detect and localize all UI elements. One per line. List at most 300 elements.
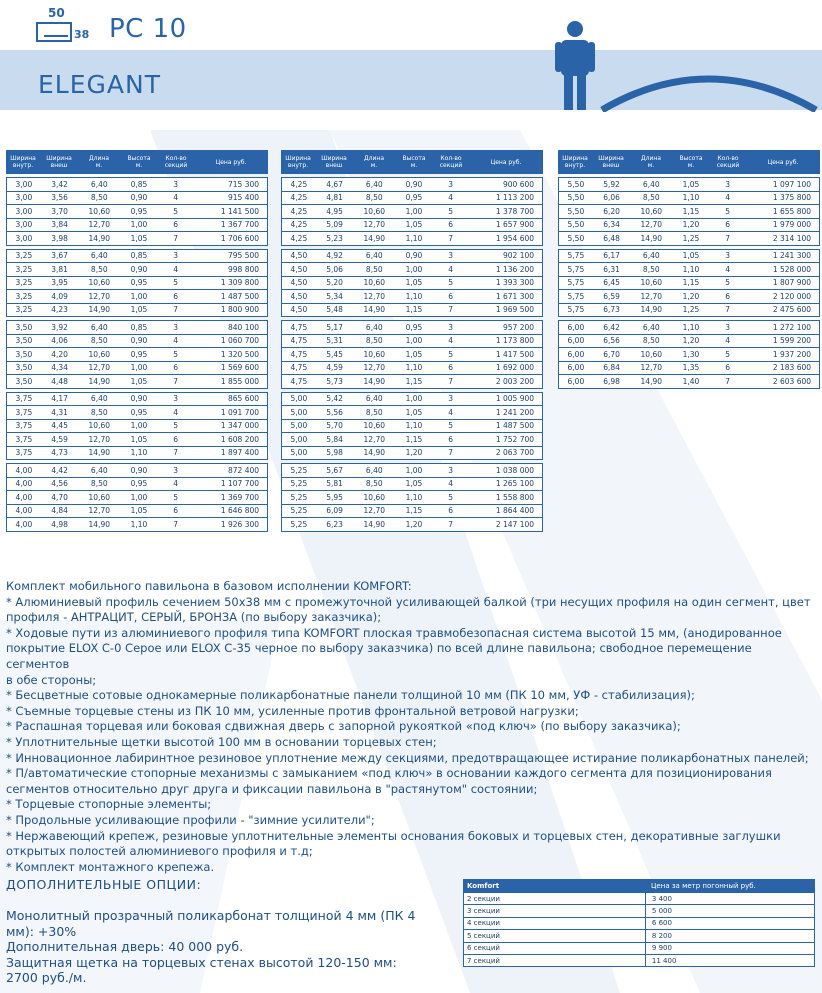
table-cell: 3,92 [51, 322, 68, 332]
table-cell: 5,00 [290, 407, 308, 417]
table-cell: 900 600 [503, 179, 535, 189]
table-cell: 14,90 [363, 305, 386, 315]
table-cell: 5,34 [326, 291, 343, 301]
table-cell: 0,85 [130, 179, 148, 189]
table-cell: 0,95 [130, 407, 148, 417]
table-cell: 1,05 [130, 305, 148, 315]
description-line: открытых полостей алюминиевого профиля и т.д; [6, 844, 313, 859]
table-cell: 5,67 [326, 465, 343, 475]
table-cell: 10,60 [363, 349, 386, 359]
table-cell: 1 855 000 [220, 376, 260, 386]
table-cell: 12,70 [88, 506, 111, 516]
table-cell: 4 [173, 336, 179, 346]
table-cell: 4 [725, 336, 731, 346]
table-cell: 1 487 500 [495, 421, 535, 431]
table-cell: 14,90 [88, 233, 111, 243]
table-cell: 4,75 [290, 376, 308, 386]
table-cell: 0,95 [130, 206, 148, 216]
komfort-row [463, 905, 815, 917]
table-cell: 1,15 [682, 278, 700, 288]
table-cell: 8,50 [642, 336, 660, 346]
table-cell: 3,25 [15, 278, 33, 288]
table-cell: 5,45 [326, 349, 343, 359]
komfort-sections-cell: 7 секций [464, 955, 646, 966]
komfort-row [463, 930, 815, 942]
table-cell: 1 569 600 [220, 363, 260, 373]
table-cell: 10,60 [88, 421, 111, 431]
table-cell: 8,50 [365, 479, 383, 489]
table-cell: 0,90 [130, 264, 148, 274]
table-cell: 1,05 [130, 376, 148, 386]
table-cell: 6,84 [603, 363, 620, 373]
table-cell: 4,75 [290, 349, 308, 359]
table-cell: 5,75 [567, 305, 585, 315]
table-cell: 8,50 [90, 193, 108, 203]
table-row [559, 290, 819, 304]
table-row [7, 348, 267, 362]
table-cell: 6,56 [603, 336, 620, 346]
table-cell: 14,90 [363, 233, 386, 243]
description-block [6, 579, 818, 875]
table-cell: 6,70 [603, 349, 620, 359]
row-group [6, 392, 268, 461]
table-cell: 5 [173, 421, 179, 431]
table-cell: 14,90 [640, 376, 663, 386]
table-cell: 4,06 [51, 336, 68, 346]
table-cell: 3,50 [15, 376, 33, 386]
table-cell: 5,48 [326, 305, 343, 315]
table-cell: 1 097 100 [772, 179, 812, 189]
table-cell: 1,05 [405, 220, 423, 230]
table-cell: 5,98 [326, 448, 343, 458]
table-cell: 5,70 [326, 421, 343, 431]
table-cell: 4,17 [51, 394, 68, 404]
column-header: Цена руб. [490, 158, 522, 166]
row-group [281, 320, 543, 389]
table-cell: 1 671 300 [495, 291, 535, 301]
table-cell: 6,40 [642, 322, 660, 332]
table-cell: 1 897 400 [220, 448, 260, 458]
table-cell: 1 807 900 [772, 278, 812, 288]
table-cell: 4,34 [51, 363, 68, 373]
table-cell: 5,75 [567, 291, 585, 301]
table-row [559, 348, 819, 362]
table-cell: 4 [725, 193, 731, 203]
table-cell: 10,60 [88, 206, 111, 216]
table-cell: 0,95 [130, 349, 148, 359]
table-cell: 2 603 600 [772, 376, 812, 386]
row-group [281, 249, 543, 318]
description-line: * Ходовые пути из алюминиевого профиля типа KOMFORT плоская травмобезопасная система высотой 15 мм, (анодированное [6, 625, 782, 640]
table-cell: 3 [448, 251, 454, 261]
person-icon [555, 20, 595, 112]
table-row [7, 178, 267, 192]
model-title: PC 10 [109, 14, 187, 44]
table-cell: 1 954 600 [495, 233, 535, 243]
table-cell: 10,60 [640, 278, 663, 288]
table-cell: 1,05 [405, 349, 423, 359]
column-header: Кол-во секций [716, 155, 740, 169]
table-cell: 6,40 [365, 465, 383, 475]
table-cell: 1 417 500 [495, 349, 535, 359]
column-header: Ширина внутр. [562, 155, 588, 169]
table-cell: 5 [173, 492, 179, 502]
table-cell: 3,50 [15, 349, 33, 359]
table-cell: 5,00 [290, 448, 308, 458]
table-cell: 4,50 [290, 251, 308, 261]
table-cell: 6 [725, 363, 731, 373]
table-cell: 10,60 [640, 349, 663, 359]
table-cell: 1,00 [405, 336, 423, 346]
table-cell: 5,56 [326, 407, 343, 417]
table-cell: 4,75 [290, 363, 308, 373]
table-cell: 1,15 [405, 506, 423, 516]
table-cell: 1,10 [682, 193, 700, 203]
table-row [282, 433, 542, 447]
table-cell: 1 969 500 [495, 305, 535, 315]
komfort-row [463, 955, 815, 967]
table-cell: 4,75 [290, 322, 308, 332]
komfort-price-cell: 8 200 [651, 931, 672, 940]
table-cell: 5 [448, 206, 454, 216]
table-cell: 6,00 [567, 322, 585, 332]
table-cell: 1 136 200 [495, 264, 535, 274]
table-cell: 1 369 700 [220, 492, 260, 502]
table-cell: 4,00 [15, 506, 33, 516]
table-cell: 3,25 [15, 264, 33, 274]
table-cell: 3 [173, 322, 179, 332]
table-row [559, 277, 819, 291]
table-cell: 6 [173, 291, 179, 301]
table-cell: 6,00 [567, 376, 585, 386]
table-cell: 1 608 200 [220, 434, 260, 444]
table-cell: 1,00 [405, 394, 423, 404]
table-cell: 2 475 600 [772, 305, 812, 315]
table-cell: 10,60 [363, 421, 386, 431]
table-cell: 3,95 [51, 278, 68, 288]
profile-width-label: 50 [48, 6, 65, 20]
table-cell: 2 003 200 [495, 376, 535, 386]
table-cell: 6,20 [603, 206, 620, 216]
table-cell: 12,70 [363, 363, 386, 373]
table-cell: 4 [173, 479, 179, 489]
table-cell: 3 [448, 394, 454, 404]
table-row [7, 478, 267, 492]
table-cell: 10,60 [363, 492, 386, 502]
table-cell: 1,00 [130, 220, 148, 230]
table-cell: 1,10 [682, 264, 700, 274]
table-cell: 14,90 [88, 448, 111, 458]
table-row [282, 478, 542, 492]
table-cell: 3,70 [51, 206, 68, 216]
table-cell: 1,10 [130, 519, 148, 529]
table-cell: 6,40 [365, 394, 383, 404]
table-cell: 5,06 [326, 264, 343, 274]
table-cell: 5 [448, 492, 454, 502]
table-cell: 4,95 [326, 206, 343, 216]
table-cell: 6,40 [90, 251, 108, 261]
table-cell: 12,70 [640, 291, 663, 301]
table-row [7, 447, 267, 460]
table-cell: 7 [448, 376, 454, 386]
column-header: Кол-во секций [439, 155, 463, 169]
series-title: ELEGANT [38, 70, 161, 99]
column-header: Длина м. [88, 155, 110, 169]
table-cell: 1 655 800 [772, 206, 812, 216]
table-cell: 1 706 600 [220, 233, 260, 243]
table-cell: 902 100 [503, 251, 535, 261]
table-cell: 1,05 [405, 278, 423, 288]
table-cell: 5,25 [290, 519, 308, 529]
table-cell: 7 [173, 448, 179, 458]
table-cell: 3,00 [15, 233, 33, 243]
table-row [7, 205, 267, 219]
table-row [7, 290, 267, 304]
table-cell: 3,25 [15, 291, 33, 301]
table-cell: 4,98 [51, 519, 68, 529]
table-cell: 998 800 [228, 264, 260, 274]
table-cell: 3,75 [15, 421, 33, 431]
column-header: Цена руб. [215, 158, 247, 166]
table-cell: 6,40 [90, 394, 108, 404]
table-row [7, 393, 267, 407]
column-header: Длина м. [640, 155, 662, 169]
table-row [559, 219, 819, 233]
table-cell: 12,70 [88, 363, 111, 373]
table-cell: 1,00 [130, 421, 148, 431]
table-cell: 1,05 [130, 233, 148, 243]
table-cell: 5,75 [567, 251, 585, 261]
table-cell: 1 113 200 [495, 193, 535, 203]
option-item: Дополнительная дверь: 40 000 руб. [6, 939, 244, 954]
profile-height-label: 38 [74, 28, 90, 41]
table-cell: 6,40 [90, 322, 108, 332]
table-cell: 6 [725, 291, 731, 301]
description-line: * Инновационное лабиринтное резиновое уплотнение между секциями, предотвращающее истирание поликарбонатных панелей; [6, 750, 809, 765]
table-cell: 957 200 [503, 322, 535, 332]
table-row [282, 518, 542, 531]
table-cell: 5,25 [290, 506, 308, 516]
table-cell: 5 [173, 278, 179, 288]
table-cell: 5,31 [326, 336, 343, 346]
table-cell: 4,25 [290, 193, 308, 203]
column-header: Высота м. [127, 155, 151, 169]
description-line: сегментов относительно друг друга и фиксации павильона в "растянутом" состоянии; [6, 781, 538, 796]
table-row [282, 491, 542, 505]
table-row [282, 232, 542, 245]
komfort-row [463, 893, 815, 905]
table-cell: 10,60 [363, 206, 386, 216]
table-cell: 14,90 [88, 519, 111, 529]
table-cell: 5,25 [290, 465, 308, 475]
table-cell: 1 937 200 [772, 349, 812, 359]
table-cell: 1,10 [405, 233, 423, 243]
table-cell: 3,00 [15, 206, 33, 216]
table-cell: 5,81 [326, 479, 343, 489]
table-cell: 4,50 [290, 264, 308, 274]
table-cell: 6,73 [603, 305, 620, 315]
table-cell: 4,00 [15, 519, 33, 529]
table-cell: 10,60 [640, 206, 663, 216]
table-cell: 6 [448, 434, 454, 444]
row-group [6, 463, 268, 532]
row-group [558, 320, 820, 389]
table-cell: 4,50 [290, 305, 308, 315]
table-cell: 1 378 700 [495, 206, 535, 216]
table-cell: 0,95 [130, 479, 148, 489]
table-cell: 1,10 [130, 448, 148, 458]
table-cell: 7 [448, 305, 454, 315]
table-cell: 0,90 [405, 179, 423, 189]
table-row [282, 205, 542, 219]
table-cell: 5,84 [326, 434, 343, 444]
table-cell: 1 487 500 [220, 291, 260, 301]
table-cell: 12,70 [88, 291, 111, 301]
page-header [0, 0, 822, 130]
options-title: ДОПОЛНИТЕЛЬНЫЕ ОПЦИИ: [6, 877, 202, 892]
table-cell: 4,73 [51, 448, 68, 458]
table-row [559, 335, 819, 349]
komfort-price-cell: 11 400 [651, 956, 677, 965]
table-cell: 5,73 [326, 376, 343, 386]
table-cell: 2 063 700 [495, 448, 535, 458]
table-cell: 5,75 [567, 264, 585, 274]
table-cell: 6 [448, 291, 454, 301]
table-cell: 1,40 [682, 376, 700, 386]
table-cell: 4 [725, 264, 731, 274]
table-cell: 14,90 [640, 305, 663, 315]
table-cell: 8,50 [365, 193, 383, 203]
table-cell: 6 [448, 506, 454, 516]
komfort-price-cell: 3 400 [651, 894, 672, 903]
table-cell: 1,00 [130, 492, 148, 502]
table-cell: 4,75 [290, 336, 308, 346]
table-cell: 6,31 [603, 264, 620, 274]
table-cell: 5,50 [567, 193, 585, 203]
option-item: Защитная щетка на торцевых стенах высотой 120-150 мм: 2700 руб./м. [6, 954, 397, 985]
table-cell: 4,25 [290, 233, 308, 243]
table-cell: 0,90 [130, 193, 148, 203]
table-cell: 5,75 [567, 278, 585, 288]
table-cell: 14,90 [363, 519, 386, 529]
table-cell: 3,75 [15, 448, 33, 458]
table-cell: 4,20 [51, 349, 68, 359]
table-cell: 1,10 [682, 322, 700, 332]
table-header [558, 150, 820, 174]
table-cell: 1,05 [682, 179, 700, 189]
komfort-row [463, 943, 815, 955]
table-cell: 3 [725, 179, 731, 189]
table-cell: 3,98 [51, 233, 68, 243]
table-cell: 8,50 [365, 407, 383, 417]
table-cell: 3 [173, 251, 179, 261]
table-cell: 0,90 [405, 251, 423, 261]
table-row [7, 304, 267, 317]
table-cell: 5,20 [326, 278, 343, 288]
table-row [7, 464, 267, 478]
table-cell: 1,05 [682, 251, 700, 261]
table-cell: 1,15 [682, 206, 700, 216]
table-cell: 3 [448, 465, 454, 475]
table-cell: 1 038 000 [495, 465, 535, 475]
table-cell: 6,98 [603, 376, 620, 386]
table-cell: 7 [448, 519, 454, 529]
table-cell: 6,40 [90, 465, 108, 475]
table-cell: 5 [725, 206, 731, 216]
table-cell: 1,00 [405, 264, 423, 274]
column-header: Высота м. [679, 155, 703, 169]
table-row [282, 192, 542, 206]
table-cell: 14,90 [88, 305, 111, 315]
table-cell: 4,23 [51, 305, 68, 315]
table-cell: 3 [173, 465, 179, 475]
table-cell: 5,95 [326, 492, 343, 502]
table-cell: 3 [725, 322, 731, 332]
description-line: * Распашная торцевая или боковая сдвижная дверь с запорной рукояткой «под ключ» (по выбору заказчика); [6, 719, 681, 734]
column-header: Ширина внеш [321, 155, 347, 169]
table-cell: 1 347 000 [220, 421, 260, 431]
table-cell: 1,10 [405, 291, 423, 301]
table-cell: 5 [173, 206, 179, 216]
table-row [7, 219, 267, 233]
table-cell: 0,90 [130, 394, 148, 404]
table-cell: 1,20 [682, 291, 700, 301]
row-group [6, 177, 268, 246]
table-row [282, 406, 542, 420]
table-cell: 5,50 [567, 233, 585, 243]
table-cell: 6,00 [567, 349, 585, 359]
table-cell: 14,90 [363, 376, 386, 386]
komfort-row [463, 918, 815, 930]
komfort-sections-cell: 5 секций [464, 930, 646, 941]
table-cell: 4 [173, 407, 179, 417]
table-cell: 4,81 [326, 193, 343, 203]
row-group [6, 249, 268, 318]
table-cell: 1 272 100 [772, 322, 812, 332]
column-header: Длина м. [363, 155, 385, 169]
table-cell: 8,50 [642, 193, 660, 203]
description-line: покрытие ELOX C-0 Серое или ELOX C-35 черное по выбору заказчика) по всей длине павильона; свободное перемещение сегментов [6, 641, 752, 671]
table-cell: 1 393 300 [495, 278, 535, 288]
table-cell: 6,40 [365, 179, 383, 189]
table-cell: 6,40 [365, 322, 383, 332]
table-cell: 6,00 [567, 336, 585, 346]
description-line: * Уплотнительные щетки высотой 100 мм в основании торцевых стен; [6, 734, 437, 749]
table-row [282, 263, 542, 277]
table-row [559, 250, 819, 264]
table-cell: 0,95 [130, 278, 148, 288]
table-row [282, 375, 542, 388]
table-cell: 1,05 [130, 506, 148, 516]
table-cell: 7 [173, 233, 179, 243]
komfort-sections-cell: 4 секции [464, 918, 646, 929]
table-cell: 3,00 [15, 220, 33, 230]
table-cell: 4 [448, 264, 454, 274]
table-cell: 4,42 [51, 465, 68, 475]
table-cell: 5,92 [603, 179, 620, 189]
column-header: Ширина внутр. [285, 155, 311, 169]
table-row [282, 505, 542, 519]
table-cell: 1,30 [682, 349, 700, 359]
table-cell: 2 183 600 [772, 363, 812, 373]
table-cell: 2 314 100 [772, 233, 812, 243]
table-cell: 0,95 [405, 193, 423, 203]
table-cell: 4,00 [15, 492, 33, 502]
column-header: Высота м. [402, 155, 426, 169]
table-cell: 3 [448, 179, 454, 189]
table-cell: 5,25 [290, 479, 308, 489]
table-cell: 1 979 000 [772, 220, 812, 230]
